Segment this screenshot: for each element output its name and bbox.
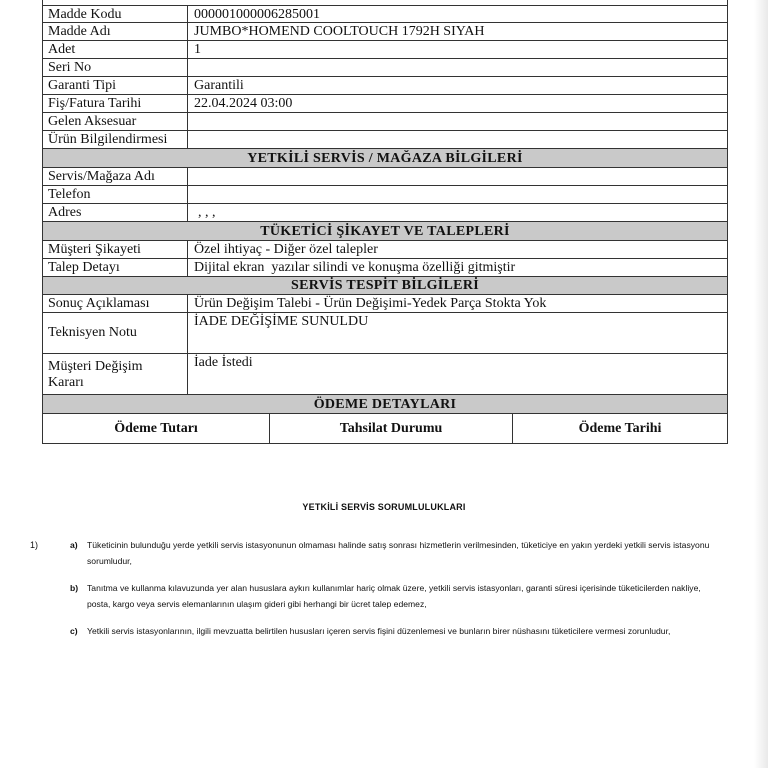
label-fatura-tarihi: Fiş/Fatura Tarihi [43, 95, 188, 112]
value-madde-kodu: 000001000006285001 [194, 7, 320, 22]
value-fatura-tarihi: 22.04.2024 03:00 [194, 96, 293, 111]
item-letter: b) [70, 583, 79, 593]
payment-header-amount: Ödeme Tutarı [114, 420, 198, 436]
value-seri-no [188, 59, 727, 76]
label-musteri-degisim-karari: Müşteri Değişim Kararı [43, 354, 188, 394]
row-servis-adi [43, 168, 727, 186]
row-telefon [43, 186, 727, 204]
value-musteri-sikayeti: Özel ihtiyaç - Diğer özel talepler [194, 242, 378, 257]
label-sonuc-aciklamasi: Sonuç Açıklaması [43, 295, 188, 312]
row-urun-bilgilendirmesi [43, 131, 727, 149]
page-edge-shadow [754, 0, 768, 768]
section-title-complaint: TÜKETİCİ ŞİKAYET VE TALEPLERİ [43, 222, 727, 241]
value-sonuc-aciklamasi: Ürün Değişim Talebi - Ürün Değişimi-Yedek Parça Stokta Yok [194, 296, 547, 311]
label-madde-adi: Madde Adı [43, 23, 188, 40]
row-talep-detayi [43, 259, 727, 277]
label-teknisyen-notu: Teknisyen Notu [43, 313, 188, 353]
value-adres: , , , [198, 205, 216, 220]
payment-header-collection-status: Tahsilat Durumu [269, 414, 512, 443]
responsibility-item-b [70, 580, 720, 612]
row-adres [43, 204, 727, 222]
payment-header-payment-date: Ödeme Tarihi [512, 414, 727, 443]
label-adet: Adet [43, 41, 188, 58]
value-gelen-aksesuar [188, 113, 727, 130]
value-servis-adi [188, 168, 727, 185]
label-gelen-aksesuar: Gelen Aksesuar [43, 113, 188, 130]
value-talep-detayi: Dijital ekran yazılar silindi ve konuşma özelliği gitmiştir [194, 260, 516, 275]
value-telefon [188, 186, 727, 203]
row-fatura-tarihi [43, 95, 727, 113]
value-garanti-tipi: Garantili [194, 78, 244, 93]
label-urun-bilgilendirmesi: Ürün Bilgilendirmesi [43, 131, 188, 148]
responsibility-item-c [70, 623, 720, 639]
row-garanti-tipi [43, 77, 727, 95]
payment-header-row [43, 414, 727, 444]
row-teknisyen-notu [43, 313, 727, 354]
row-seri-no [43, 59, 727, 77]
item-text: Tüketicinin bulunduğu yerde yetkili servis istasyonunun olmaması halinde satış sonrası hizmetlerin verilmesinden, tüketiciye en yakın yerdeki yetkili servis istasyonu sorumludur, [87, 540, 710, 566]
row-gelen-aksesuar [43, 113, 727, 131]
service-form-table [42, 0, 728, 444]
responsibility-item-a [70, 537, 720, 569]
row-sonuc-aciklamasi [43, 295, 727, 313]
label-telefon: Telefon [43, 186, 188, 203]
label-garanti-tipi: Garanti Tipi [43, 77, 188, 94]
item-text: Tanıtma ve kullanma kılavuzunda yer alan hususlara aykırı kullanımlar hariç olmak üzere, yetkili servis istasyonları, garanti süresi içerisinde tüketicilerden nakliye, posta, kargo veya servis elemanlarının ulaşım gideri gibi herhangi bir ücret talep edemez, [87, 583, 701, 609]
section-title-findings: SERVİS TESPİT BİLGİLERİ [43, 277, 727, 295]
row-adet [43, 41, 727, 59]
label-madde-kodu: Madde Kodu [43, 6, 188, 22]
row-madde-adi [43, 23, 727, 41]
item-letter: c) [70, 626, 78, 636]
value-adet: 1 [194, 42, 201, 57]
value-urun-bilgilendirmesi [188, 131, 727, 148]
label-talep-detayi: Talep Detayı [43, 259, 188, 276]
row-musteri-sikayeti [43, 241, 727, 259]
value-musteri-degisim-karari: İade İstedi [194, 355, 253, 370]
value-madde-adi: JUMBO*HOMEND COOLTOUCH 1792H SIYAH [194, 24, 485, 39]
value-teknisyen-notu: İADE DEĞİŞİME SUNULDU [194, 314, 369, 329]
section-title-payment: ÖDEME DETAYLARI [43, 395, 727, 414]
label-servis-adi: Servis/Mağaza Adı [43, 168, 188, 185]
item-text: Yetkili servis istasyonlarının, ilgili mevzuatta belirtilen hususları içeren servis fişini düzenlemesi ve bunların birer nüshasını tüketicilere vermesi zorunludur, [87, 626, 671, 636]
responsibilities-number: 1) [30, 540, 39, 550]
responsibilities-title: YETKİLİ SERVİS SORUMLULUKLARI [302, 502, 466, 512]
item-letter: a) [70, 540, 78, 550]
label-musteri-sikayeti: Müşteri Şikayeti [43, 241, 188, 258]
row-madde-kodu [43, 6, 727, 23]
label-adres: Adres [43, 204, 188, 221]
label-seri-no: Seri No [43, 59, 188, 76]
section-title-service: YETKİLİ SERVİS / MAĞAZA BİLGİLERİ [43, 149, 727, 168]
row-musteri-degisim-karari [43, 354, 727, 395]
